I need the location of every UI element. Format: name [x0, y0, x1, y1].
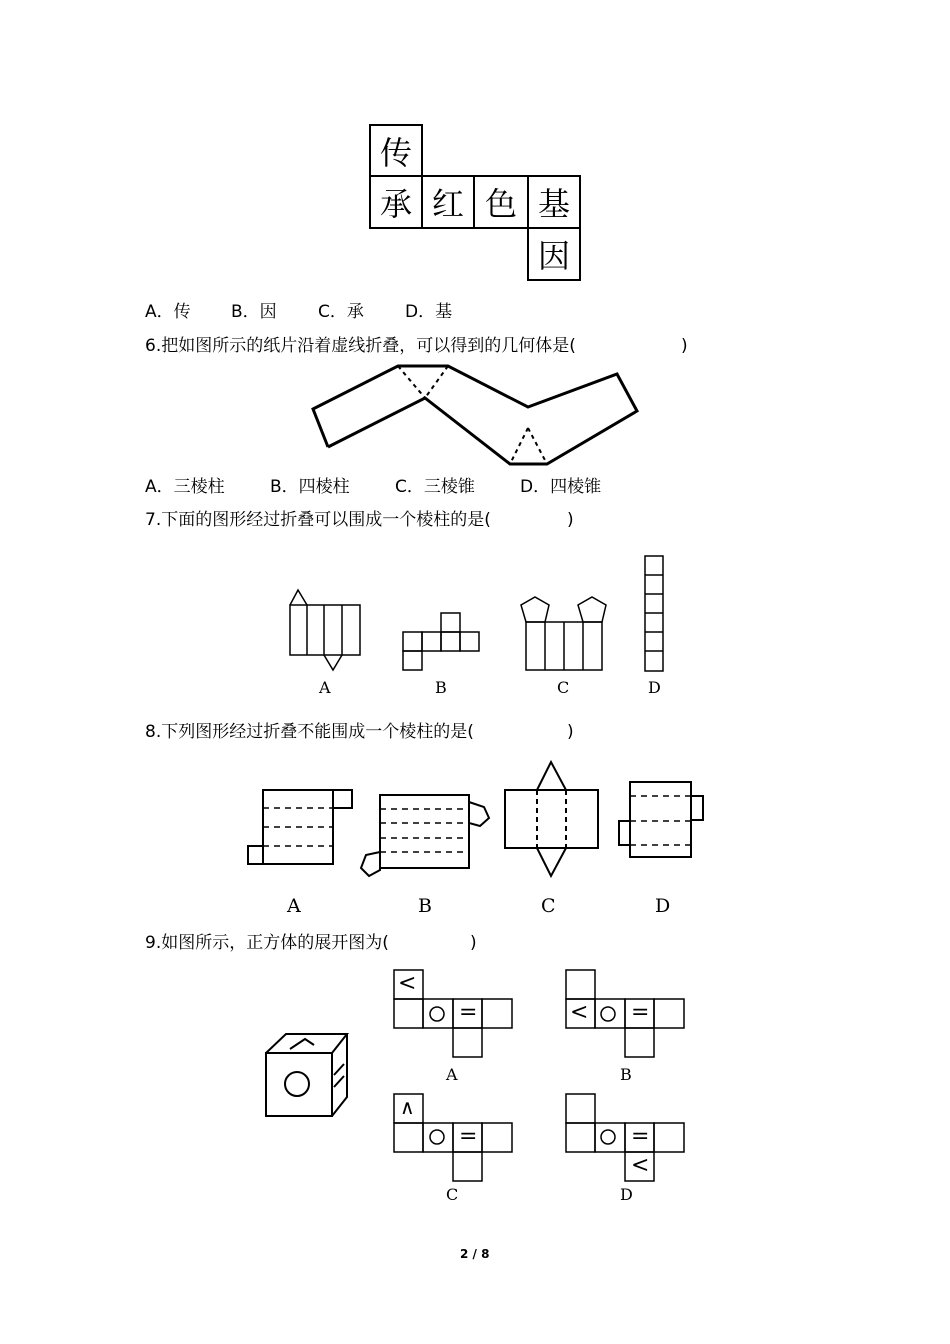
q6-option-b[interactable]: B．四棱柱: [270, 477, 350, 497]
net-cell-cheng: 承: [369, 175, 423, 229]
q6-option-a[interactable]: A．三棱柱: [145, 477, 225, 497]
net-cell-yin: 因: [527, 227, 581, 281]
q6-option-d[interactable]: D．四棱锥: [520, 477, 602, 497]
q9-b-lt-symbol: <: [570, 1000, 589, 1025]
q5-option-b[interactable]: B．因: [231, 302, 277, 322]
q9-d-lt-symbol: <: [631, 1153, 650, 1178]
q5-option-a[interactable]: A．传: [145, 302, 191, 322]
net-cell-se: 色: [473, 175, 529, 229]
q8-close-paren: ): [567, 722, 574, 742]
q9-a-eq-symbol: =: [459, 1000, 478, 1025]
page-number: 2 / 8: [460, 1247, 490, 1261]
q5-option-c[interactable]: C．承: [318, 302, 364, 322]
q9-b-eq-symbol: =: [631, 1000, 650, 1025]
q7-label-a: A: [319, 678, 331, 697]
net-cell-ji: 基: [527, 175, 581, 229]
net-cell-hong: 红: [421, 175, 475, 229]
q7-label-c: C: [557, 678, 570, 697]
q6-option-c[interactable]: C．三棱锥: [395, 477, 475, 497]
q8-label-a: A: [287, 895, 301, 917]
q9-label-b: B: [620, 1065, 632, 1084]
q8-label-b: B: [418, 895, 432, 917]
q6-stem: 6.把如图所示的纸片沿着虚线折叠，可以得到的几何体是(: [145, 336, 576, 356]
q9-label-a: A: [446, 1065, 458, 1084]
q8-label-d: D: [655, 895, 671, 917]
q9-a-lt-symbol: <: [398, 971, 417, 996]
q9-close-paren: ): [470, 933, 477, 953]
q8-label-c: C: [541, 895, 556, 917]
q9-c-eq-symbol: =: [459, 1124, 478, 1149]
q9-label-d: D: [620, 1185, 633, 1204]
q9-label-c: C: [446, 1185, 459, 1204]
q7-label-b: B: [435, 678, 447, 697]
q9-stem: 9.如图所示，正方体的展开图为(: [145, 933, 389, 953]
q9-d-eq-symbol: =: [631, 1124, 650, 1149]
q9-c-wedge-symbol: ∧: [400, 1095, 415, 1119]
net-cell-chuan: 传: [369, 124, 423, 177]
q6-close-paren: ): [681, 336, 688, 356]
q7-stem: 7.下面的图形经过折叠可以围成一个棱柱的是(: [145, 510, 491, 530]
q7-label-d: D: [648, 678, 661, 697]
q5-option-d[interactable]: D．基: [405, 302, 453, 322]
q8-stem: 8.下列图形经过折叠不能围成一个棱柱的是(: [145, 722, 474, 742]
q7-close-paren: ): [567, 510, 574, 530]
